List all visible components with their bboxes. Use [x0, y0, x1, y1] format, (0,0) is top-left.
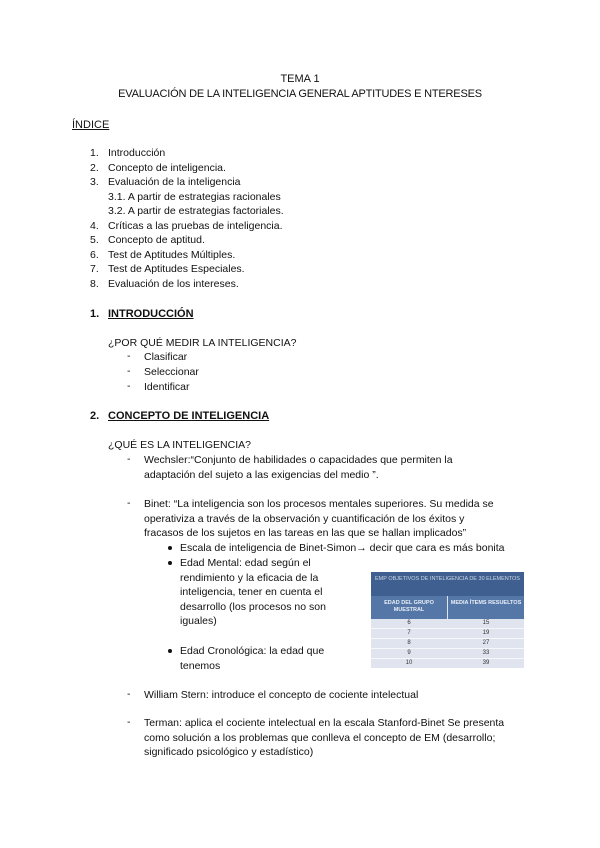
index-num: 7. [90, 263, 99, 275]
bullet-marker [168, 561, 172, 565]
binet-line: operativiza a través de la observación y cuantificación de los éxitos y [144, 512, 465, 525]
index-item: Test de Aptitudes Especiales. [108, 263, 245, 275]
dash-marker: - [127, 453, 131, 465]
index-item: Evaluación de los intereses. [108, 277, 239, 290]
section2-number: 2. [90, 410, 100, 422]
binet-line: Binet: “La inteligencia son los procesos mentales superiores. Su medida se [144, 498, 494, 510]
dash-marker: - [127, 497, 131, 509]
terman-line: Terman: aplica el cociente intelectual en la escala Stanford-Binet Se presenta [144, 717, 505, 729]
index-num: 1. [90, 147, 99, 159]
list-item: Identificar [144, 381, 190, 393]
table-header: MEDIA ÍTEMS RESUELTOS [448, 596, 524, 619]
section1-number: 1. [90, 308, 100, 320]
table-row [371, 639, 524, 648]
wechsler-line: Wechsler:“Conjunto de habilidades o capacidades que permiten la [144, 454, 453, 466]
index-item: Críticas a las pruebas de inteligencia. [108, 219, 283, 232]
index-num: 5. [90, 234, 99, 246]
index-item: Introducción [108, 147, 166, 159]
section1-title: INTRODUCCIÓN [108, 308, 194, 320]
index-num: 6. [90, 248, 99, 261]
dash-marker: - [127, 688, 131, 700]
table-cell: 9 [407, 650, 411, 656]
wechsler-line: adaptación del sujeto a las exigencias del medio ”. [144, 468, 379, 481]
table-cell: 19 [482, 630, 490, 636]
table-row [371, 659, 524, 668]
tema-label: TEMA 1 [280, 73, 320, 85]
edad-mental-line: rendimiento y la eficacia de la [180, 571, 319, 584]
bullet-marker [168, 649, 172, 653]
section2-title: CONCEPTO DE INTELIGENCIA [108, 410, 270, 422]
table-row [371, 629, 524, 638]
dash-marker: - [127, 716, 131, 728]
terman-line: significado psicológico y estadístico) [144, 746, 314, 758]
index-num: 8. [90, 277, 99, 290]
index-subitem: 3.2. A partir de estrategias factoriales. [108, 205, 284, 217]
table-cell: 27 [482, 640, 490, 646]
edad-mental-line: inteligencia, tener en cuenta el [180, 586, 323, 598]
list-item: Clasificar [144, 351, 188, 363]
list-item: Seleccionar [144, 366, 199, 378]
escala-item: Escala de inteligencia de Binet-Simon→ decir que cara es más bonita [180, 542, 505, 554]
index-item: Test de Aptitudes Múltiples. [108, 248, 236, 261]
index-subitem: 3.1. A partir de estrategias racionales [108, 190, 281, 203]
edad-cronologica-line: Edad Cronológica: la edad que [180, 645, 325, 657]
edad-mental-line: iguales) [180, 615, 217, 627]
table-caption: EMP OBJETIVOS DE INTELIGENCIA DE 30 ELEMENTOS [371, 572, 524, 596]
table-cell: 7 [407, 630, 411, 636]
stern-item: William Stern: introduce el concepto de cociente intelectual [144, 689, 419, 701]
terman-line: como solución a los problemas que conlleva el concepto de EM (desarrollo; [144, 731, 496, 744]
document-title: EVALUACIÓN DE LA INTELIGENCIA GENERAL APTITUDES E NTERESES [118, 88, 482, 100]
data-table-image [371, 572, 524, 668]
table-header: EDAD DEL GRUPO MUESTRAL [371, 596, 447, 619]
index-num: 4. [90, 219, 99, 232]
index-heading: ÍNDICE [72, 119, 110, 131]
index-num: 3. [90, 176, 99, 188]
dash-marker: - [127, 365, 131, 377]
edad-mental-line: Edad Mental: edad según el [180, 557, 311, 569]
edad-cronologica-line: tenemos [180, 659, 221, 672]
table-cell: 33 [482, 650, 490, 656]
dash-marker: - [127, 350, 131, 362]
section2-question: ¿QUÉ ES LA INTELIGENCIA? [108, 439, 251, 451]
bullet-marker [168, 546, 172, 550]
table-row [371, 649, 524, 658]
table-cell: 10 [405, 660, 413, 666]
dash-marker: - [127, 380, 131, 392]
index-item: Evaluación de la inteligencia [108, 176, 241, 188]
table-row [371, 619, 524, 628]
table-cell: 8 [407, 640, 411, 646]
table-cell: 39 [482, 660, 490, 666]
index-num: 2. [90, 161, 99, 174]
index-item: Concepto de inteligencia. [108, 161, 226, 174]
table-cell: 6 [407, 620, 411, 626]
index-item: Concepto de aptitud. [108, 234, 205, 246]
edad-mental-line: desarrollo (los procesos no son [180, 600, 326, 613]
table-cell: 15 [482, 620, 490, 626]
section1-question: ¿POR QUÉ MEDIR LA INTELIGENCIA? [108, 337, 297, 349]
binet-line: fracasos de los sujetos en las tareas en las que se hallan implicados” [144, 527, 467, 539]
